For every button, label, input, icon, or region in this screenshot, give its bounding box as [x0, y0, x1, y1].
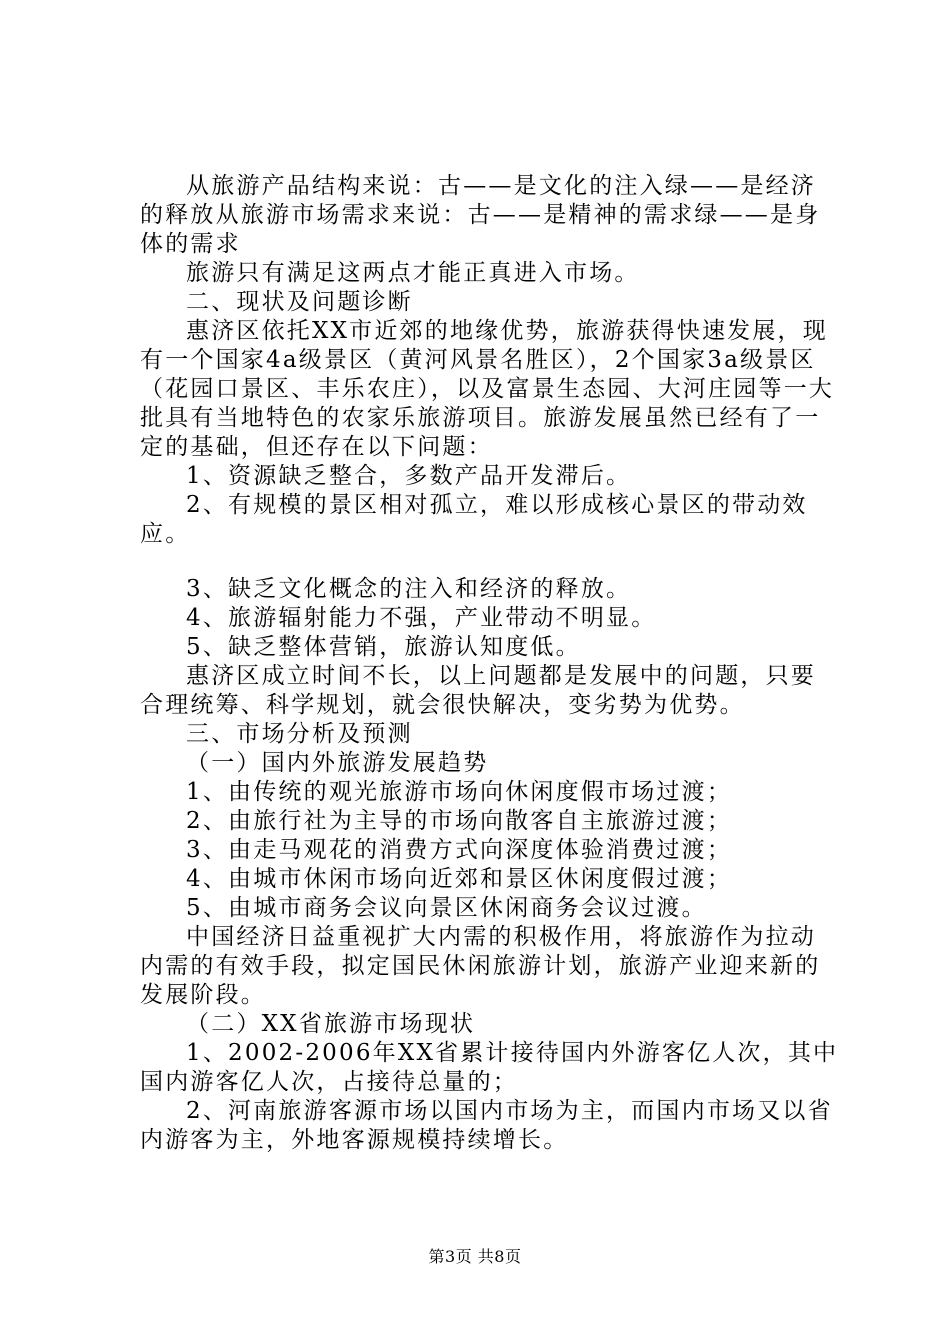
section-heading-market: 三、市场分析及预测: [186, 721, 413, 747]
subsection-heading-trends: （一）国内外旅游发展趋势: [186, 750, 489, 776]
list-item-trend-2: 2、由旅行社为主导的市场向散客自主旅游过渡；: [186, 808, 733, 834]
list-item-trend-1: 1、由传统的观光旅游市场向休闲度假市场过渡；: [186, 779, 733, 805]
section-heading-status: 二、现状及问题诊断: [186, 289, 413, 315]
paragraph-huiji-overview: 惠济区依托XX市近郊的地缘优势，旅游获得快速发展，现有一个国家4a级景区（黄河风景名胜区），2个国家3a级景区（花园口景区、丰乐农庄），以及富景生态园、大河庄园等一大批具有当地特色的农家乐旅游项目。旅游发展虽然已经有了一定的基础，但还存在以下问题：: [140, 318, 835, 460]
list-item-province-1: 1、2002-2006年XX省累计接待国内外游客亿人次，其中国内游客亿人次，占接待总量的；: [140, 1040, 839, 1095]
paragraph-product-structure: 从旅游产品结构来说：古——是文化的注入绿——是经济的释放从旅游市场需求来说：古——是精神的需求绿——是身体的需求: [140, 173, 821, 257]
list-item-trend-3: 3、由走马观花的消费方式向深度体验消费过渡；: [186, 837, 733, 863]
list-item-problem-5: 5、缺乏整体营销，旅游认知度低。: [186, 634, 581, 660]
list-item-problem-3: 3、缺乏文化概念的注入和经济的释放。: [186, 576, 632, 602]
blank-line: [140, 549, 840, 575]
list-item-province-2: 2、河南旅游客源市场以国内市场为主，而国内市场又以省内游客为主，外地客源规模持续增长。: [140, 1098, 833, 1153]
list-item-problem-4: 4、旅游辐射能力不强，产业带动不明显。: [186, 605, 657, 631]
list-item-problem-2: 2、有规模的景区相对孤立，难以形成核心景区的带动效应。: [140, 492, 808, 547]
list-item-problem-1: 1、资源缺乏整合，多数产品开发滞后。: [186, 463, 632, 489]
paragraph-problem-summary: 惠济区成立时间不长，以上问题都是发展中的问题，只要合理统筹、科学规划，就会很快解决，变劣势为优势。: [140, 663, 816, 718]
page-footer: 第3页 共8页: [428, 1247, 522, 1266]
paragraph-market-entry: 旅游只有满足这两点才能正真进入市场。: [186, 260, 640, 286]
subsection-heading-province: （二）XX省旅游市场现状: [186, 1011, 476, 1037]
list-item-trend-4: 4、由城市休闲市场向近郊和景区休闲度假过渡；: [186, 866, 733, 892]
document-body: [140, 172, 840, 1155]
paragraph-domestic-demand: 中国经济日益重视扩大内需的积极作用，将旅游作为拉动内需的有效手段，拟定国民休闲旅游计划，旅游产业迎来新的发展阶段。: [140, 924, 821, 1008]
list-item-trend-5: 5、由城市商务会议向景区休闲商务会议过渡。: [186, 895, 707, 921]
